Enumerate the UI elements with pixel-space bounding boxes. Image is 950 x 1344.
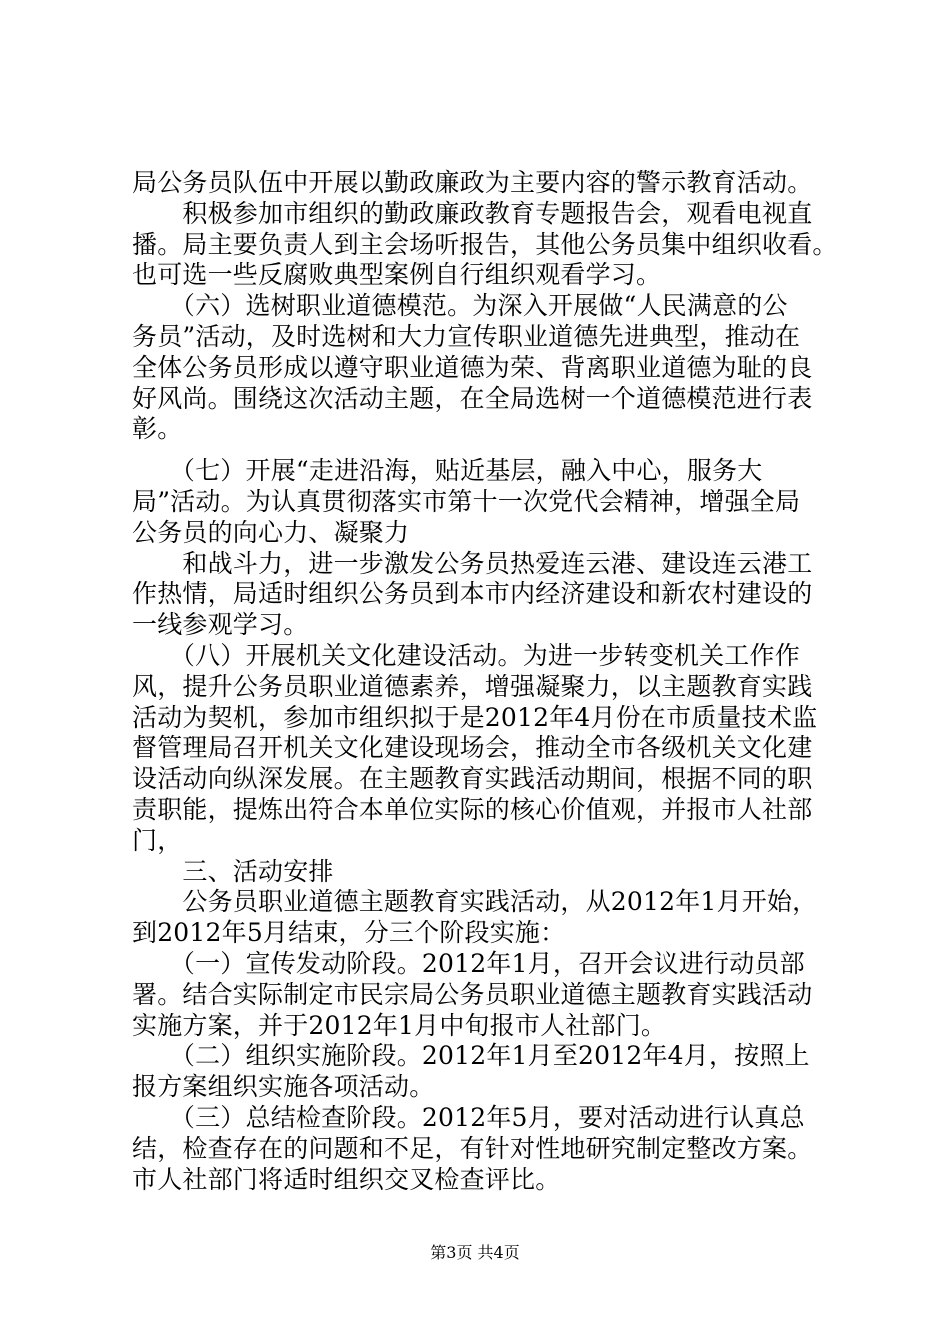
text-line: （一）宣传发动阶段。2012年1月，召开会议进行动员部	[132, 948, 805, 978]
text-line: 和战斗力，进一步激发公务员热爱连云港、建设连云港工	[132, 548, 813, 578]
text-line: 到2012年5月结束，分三个阶段实施：	[132, 918, 566, 948]
text-line: （七）开展“走进沿海，贴近基层，融入中心，服务大	[132, 456, 763, 486]
text-line: 设活动向纵深发展。在主题教育实践活动期间，根据不同的职	[132, 764, 813, 794]
text-line: 彰。	[132, 414, 183, 444]
text-line: 务员”活动，及时选树和大力宣传职业道德先进典型，推动在	[132, 321, 801, 351]
text-line: 积极参加市组织的勤政廉政教育专题报告会，观看电视直	[132, 198, 813, 228]
text-line: 局”活动。为认真贯彻落实市第十一次党代会精神，增强全局	[132, 486, 801, 516]
paragraph-spacer	[132, 445, 832, 456]
text-line: （八）开展机关文化建设活动。为进一步转变机关工作作	[132, 640, 800, 670]
text-line: 也可选一些反腐败典型案例自行组织观看学习。	[132, 260, 662, 290]
text-line: 署。结合实际制定市民宗局公务员职业道德主题教育实践活动	[132, 979, 813, 1009]
text-line: 责职能，提炼出符合本单位实际的核心价值观，并报市人社部	[132, 794, 813, 824]
text-line: （三）总结检查阶段。2012年5月，要对活动进行认真总	[132, 1102, 805, 1132]
page-number-footer: 第3页 共4页	[430, 1243, 520, 1262]
text-line: （二）组织实施阶段。2012年1月至2012年4月，按照上	[132, 1041, 810, 1071]
text-line: （六）选树职业道德模范。为深入开展做“人民满意的公	[132, 291, 788, 321]
text-line: 市人社部门将适时组织交叉检查评比。	[132, 1164, 561, 1194]
text-line: 公务员职业道德主题教育实践活动，从2012年1月开始，	[132, 887, 818, 917]
text-line: 作热情，局适时组织公务员到本市内经济建设和新农村建设的	[132, 579, 813, 609]
text-line: 风，提升公务员职业道德素养，增强凝聚力，以主题教育实践	[132, 671, 813, 701]
section-heading: 三、活动安排	[132, 856, 334, 886]
text-line: 结，检查存在的问题和不足，有针对性地研究制定整改方案。	[132, 1133, 813, 1163]
text-line: 局公务员队伍中开展以勤政廉政为主要内容的警示教育活动。	[132, 168, 813, 197]
text-line: 播。局主要负责人到主会场听报告，其他公务员集中组织收看。	[132, 229, 838, 259]
text-line: 报方案组织实施各项活动。	[132, 1072, 435, 1102]
text-line: 一线参观学习。	[132, 610, 309, 640]
text-line: 好风尚。围绕这次活动主题，在全局选树一个道德模范进行表	[132, 383, 813, 413]
document-body	[132, 168, 838, 1195]
text-line: 门，	[132, 825, 183, 855]
text-line: 督管理局召开机关文化建设现场会，推动全市各级机关文化建	[132, 733, 813, 763]
text-line: 公务员的向心力、凝聚力	[132, 517, 410, 547]
text-line: 全体公务员形成以遵守职业道德为荣、背离职业道德为耻的良	[132, 352, 813, 382]
text-line: 实施方案，并于2012年1月中旬报市人社部门。	[132, 1010, 667, 1040]
text-line: 活动为契机，参加市组织拟于是2012年4月份在市质量技术监	[132, 702, 818, 732]
